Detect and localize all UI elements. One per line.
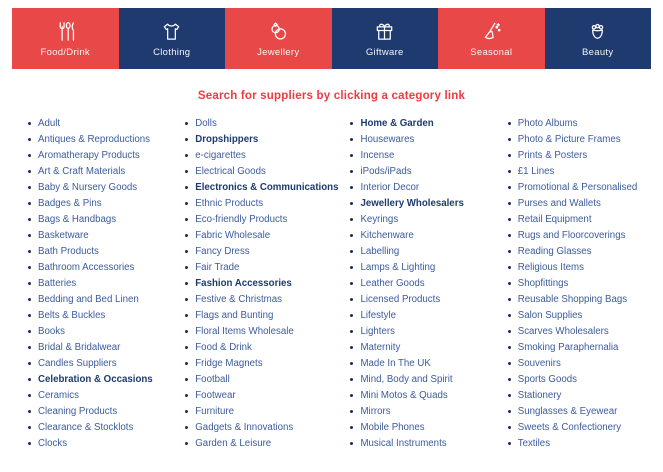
bullet-icon bbox=[508, 266, 511, 269]
category-link[interactable]: Bath Products bbox=[38, 245, 99, 257]
category-link[interactable]: Kitchenware bbox=[360, 229, 414, 241]
category-list-item bbox=[16, 339, 173, 355]
tab-label: Beauty bbox=[582, 46, 614, 58]
bullet-icon bbox=[185, 314, 188, 317]
category-link[interactable]: Incense bbox=[360, 149, 395, 161]
category-link[interactable]: Fair Trade bbox=[195, 261, 240, 273]
category-link[interactable]: Made In The UK bbox=[360, 357, 431, 369]
category-link[interactable]: Fabric Wholesale bbox=[195, 229, 271, 241]
cutlery-icon bbox=[54, 20, 77, 44]
category-column-3 bbox=[338, 115, 495, 451]
rings-icon bbox=[267, 20, 290, 44]
bullet-icon bbox=[185, 170, 188, 173]
tab-jewellery[interactable] bbox=[225, 8, 332, 69]
bullet-icon bbox=[508, 314, 511, 317]
category-link[interactable]: Musical Instruments bbox=[360, 437, 447, 449]
category-list-item bbox=[173, 259, 338, 275]
category-link[interactable]: Festive & Christmas bbox=[195, 293, 282, 305]
bullet-icon bbox=[350, 330, 353, 333]
category-list-item bbox=[173, 131, 338, 147]
category-list-item bbox=[16, 371, 173, 387]
category-list-item bbox=[16, 115, 173, 131]
tab-seasonal[interactable] bbox=[438, 8, 545, 69]
category-list-item bbox=[173, 179, 338, 195]
category-link[interactable]: Reusable Shopping Bags bbox=[517, 293, 628, 305]
bullet-icon bbox=[185, 218, 188, 221]
category-list-item bbox=[496, 227, 653, 243]
category-link[interactable]: Housewares bbox=[360, 133, 415, 145]
category-link[interactable]: Mini Motos & Quads bbox=[360, 389, 448, 401]
bullet-icon bbox=[185, 346, 188, 349]
bullet-icon bbox=[508, 154, 511, 157]
bullet-icon bbox=[185, 234, 188, 237]
category-list-item bbox=[173, 403, 338, 419]
tab-label: Seasonal bbox=[470, 46, 513, 58]
category-link[interactable]: Cleaning Products bbox=[38, 405, 118, 417]
category-list-item bbox=[338, 163, 495, 179]
category-link[interactable]: Sunglasses & Eyewear bbox=[517, 405, 618, 417]
tshirt-icon bbox=[160, 20, 183, 44]
bullet-icon bbox=[508, 426, 511, 429]
category-list-item bbox=[496, 307, 653, 323]
category-link[interactable]: Maternity bbox=[360, 341, 401, 353]
category-list-item bbox=[16, 419, 173, 435]
category-link[interactable]: Licensed Products bbox=[360, 293, 441, 305]
category-list-item bbox=[338, 355, 495, 371]
category-list-item bbox=[16, 435, 173, 451]
bullet-icon bbox=[508, 122, 511, 125]
category-list-item bbox=[496, 147, 653, 163]
category-link[interactable]: Lamps & Lighting bbox=[360, 261, 436, 273]
category-list-item bbox=[496, 339, 653, 355]
category-link[interactable]: e-cigarettes bbox=[195, 149, 246, 161]
category-link[interactable]: Purses and Wallets bbox=[517, 197, 601, 209]
category-list-item bbox=[173, 163, 338, 179]
category-link[interactable]: Antiques & Reproductions bbox=[38, 133, 151, 145]
category-link[interactable]: Bridal & Bridalwear bbox=[38, 341, 121, 353]
category-link[interactable]: Retail Equipment bbox=[517, 213, 592, 225]
category-list-item bbox=[496, 387, 653, 403]
category-list-item bbox=[16, 147, 173, 163]
bullet-icon bbox=[350, 250, 353, 253]
category-link[interactable]: Garden & Leisure bbox=[195, 437, 272, 449]
category-list-item bbox=[173, 275, 338, 291]
category-list-item bbox=[16, 259, 173, 275]
category-list-item bbox=[16, 195, 173, 211]
category-link[interactable]: Fashion Accessories bbox=[195, 277, 292, 289]
category-list-item bbox=[173, 243, 338, 259]
category-link[interactable]: Aromatherapy Products bbox=[38, 149, 140, 161]
bullet-icon bbox=[28, 218, 31, 221]
bullet-icon bbox=[185, 330, 188, 333]
category-list-item bbox=[338, 211, 495, 227]
category-link[interactable]: Promotional & Personalised bbox=[517, 181, 638, 193]
category-link[interactable]: Lighters bbox=[360, 325, 395, 337]
broom-sparkles-icon bbox=[480, 20, 503, 44]
tab-label: Jewellery bbox=[257, 46, 300, 58]
category-list-item bbox=[338, 195, 495, 211]
category-list-item bbox=[496, 355, 653, 371]
bullet-icon bbox=[28, 378, 31, 381]
bullet-icon bbox=[28, 138, 31, 141]
category-list-item bbox=[496, 403, 653, 419]
category-list-item bbox=[338, 371, 495, 387]
category-link[interactable]: Bedding and Bed Linen bbox=[38, 293, 139, 305]
category-list-item bbox=[338, 243, 495, 259]
category-list-item bbox=[16, 275, 173, 291]
category-list-item bbox=[16, 211, 173, 227]
category-list-item bbox=[338, 435, 495, 451]
bullet-icon bbox=[185, 122, 188, 125]
tab-label: Food/Drink bbox=[40, 46, 90, 58]
category-link[interactable]: Mobile Phones bbox=[360, 421, 425, 433]
category-link[interactable]: £1 Lines bbox=[517, 165, 555, 177]
category-link[interactable]: Sweets & Confectionery bbox=[517, 421, 622, 433]
category-link[interactable]: Adult bbox=[38, 117, 61, 129]
category-link[interactable]: Stationery bbox=[517, 389, 562, 401]
tab-clothing[interactable] bbox=[119, 8, 226, 69]
category-list-item bbox=[173, 339, 338, 355]
category-link[interactable]: Dolls bbox=[195, 117, 217, 129]
bullet-icon bbox=[350, 362, 353, 365]
category-link[interactable]: Leather Goods bbox=[360, 277, 425, 289]
bullet-icon bbox=[350, 282, 353, 285]
bullet-icon bbox=[350, 186, 353, 189]
bullet-icon bbox=[350, 298, 353, 301]
bullet-icon bbox=[350, 234, 353, 237]
bullet-icon bbox=[508, 378, 511, 381]
category-column-4 bbox=[496, 115, 653, 451]
category-link[interactable]: Textiles bbox=[517, 437, 551, 449]
bullet-icon bbox=[508, 442, 511, 445]
bullet-icon bbox=[28, 266, 31, 269]
bullet-icon bbox=[185, 266, 188, 269]
category-link[interactable]: Lifestyle bbox=[360, 309, 397, 321]
category-link[interactable]: Baby & Nursery Goods bbox=[38, 181, 138, 193]
bullet-icon bbox=[28, 250, 31, 253]
bullet-icon bbox=[28, 202, 31, 205]
bullet-icon bbox=[28, 186, 31, 189]
bullet-icon bbox=[28, 330, 31, 333]
category-link[interactable]: Footwear bbox=[195, 389, 236, 401]
bullet-icon bbox=[28, 234, 31, 237]
category-list-item bbox=[496, 371, 653, 387]
category-link[interactable]: Art & Craft Materials bbox=[38, 165, 126, 177]
category-list-item bbox=[16, 227, 173, 243]
category-link[interactable]: Smoking Paraphernalia bbox=[517, 341, 619, 353]
category-link[interactable]: Belts & Buckles bbox=[38, 309, 106, 321]
category-link[interactable]: Mirrors bbox=[360, 405, 391, 417]
bullet-icon bbox=[28, 442, 31, 445]
category-link[interactable]: Salon Supplies bbox=[517, 309, 583, 321]
tab-giftware[interactable] bbox=[332, 8, 439, 69]
category-list-item bbox=[338, 115, 495, 131]
category-link[interactable]: Dropshippers bbox=[195, 133, 259, 145]
bullet-icon bbox=[508, 186, 511, 189]
category-list-item bbox=[496, 291, 653, 307]
bullet-icon bbox=[350, 394, 353, 397]
category-list-item bbox=[496, 243, 653, 259]
category-link[interactable]: Books bbox=[38, 325, 65, 337]
category-link[interactable]: Badges & Pins bbox=[38, 197, 102, 209]
bullet-icon bbox=[185, 202, 188, 205]
category-list-item bbox=[173, 307, 338, 323]
category-link[interactable]: Clearance & Stocklots bbox=[38, 421, 134, 433]
bullet-icon bbox=[508, 282, 511, 285]
category-list-item bbox=[496, 115, 653, 131]
category-link[interactable]: Home & Garden bbox=[360, 117, 434, 129]
category-list-item bbox=[338, 179, 495, 195]
category-link[interactable]: Photo & Picture Frames bbox=[517, 133, 621, 145]
bullet-icon bbox=[508, 330, 511, 333]
category-link[interactable]: Scarves Wholesalers bbox=[517, 325, 609, 337]
category-link[interactable]: Floral Items Wholesale bbox=[195, 325, 294, 337]
category-list-item bbox=[338, 227, 495, 243]
bullet-icon bbox=[508, 202, 511, 205]
category-list-item bbox=[496, 211, 653, 227]
category-link[interactable]: Furniture bbox=[195, 405, 235, 417]
bullet-icon bbox=[185, 362, 188, 365]
category-list-item bbox=[173, 355, 338, 371]
category-link[interactable]: Souvenirs bbox=[517, 357, 561, 369]
category-list-item bbox=[16, 387, 173, 403]
category-link[interactable]: Shopfittings bbox=[517, 277, 569, 289]
category-link[interactable]: Fridge Magnets bbox=[195, 357, 263, 369]
bullet-icon bbox=[185, 394, 188, 397]
category-list-item bbox=[173, 435, 338, 451]
category-list-item bbox=[16, 323, 173, 339]
hair-curlers-icon bbox=[586, 20, 609, 44]
category-list-item bbox=[338, 291, 495, 307]
category-link-columns bbox=[0, 102, 663, 451]
category-list-item bbox=[16, 403, 173, 419]
bullet-icon bbox=[28, 410, 31, 413]
bullet-icon bbox=[350, 426, 353, 429]
bullet-icon bbox=[185, 442, 188, 445]
tab-beauty[interactable] bbox=[545, 8, 652, 69]
category-link[interactable]: Religious Items bbox=[517, 261, 584, 273]
bullet-icon bbox=[350, 314, 353, 317]
category-list-item bbox=[173, 147, 338, 163]
category-list-item bbox=[16, 179, 173, 195]
bullet-icon bbox=[28, 154, 31, 157]
bullet-icon bbox=[508, 394, 511, 397]
category-list-item bbox=[496, 275, 653, 291]
bullet-icon bbox=[508, 170, 511, 173]
category-list-item bbox=[173, 419, 338, 435]
category-list-item bbox=[16, 355, 173, 371]
bullet-icon bbox=[350, 346, 353, 349]
category-list-item bbox=[338, 323, 495, 339]
category-list-item bbox=[338, 147, 495, 163]
bullet-icon bbox=[350, 218, 353, 221]
category-tab-bar bbox=[12, 8, 651, 69]
category-link[interactable]: Celebration & Occasions bbox=[38, 373, 153, 385]
bullet-icon bbox=[350, 154, 353, 157]
bullet-icon bbox=[28, 282, 31, 285]
category-link[interactable]: Electrical Goods bbox=[195, 165, 266, 177]
category-link[interactable]: Bathroom Accessories bbox=[38, 261, 135, 273]
category-list-item bbox=[173, 291, 338, 307]
bullet-icon bbox=[185, 250, 188, 253]
category-link[interactable]: Labelling bbox=[360, 245, 400, 257]
category-link[interactable]: Gadgets & Innovations bbox=[195, 421, 294, 433]
category-list-item bbox=[173, 323, 338, 339]
category-list-item bbox=[496, 163, 653, 179]
category-list-item bbox=[338, 307, 495, 323]
bullet-icon bbox=[508, 218, 511, 221]
bullet-icon bbox=[508, 362, 511, 365]
category-list-item bbox=[338, 387, 495, 403]
bullet-icon bbox=[350, 410, 353, 413]
category-link[interactable]: Prints & Posters bbox=[517, 149, 588, 161]
bullet-icon bbox=[350, 266, 353, 269]
category-list-item bbox=[338, 275, 495, 291]
bullet-icon bbox=[28, 314, 31, 317]
bullet-icon bbox=[508, 138, 511, 141]
bullet-icon bbox=[28, 362, 31, 365]
page-title: Search for suppliers by clicking a category link bbox=[197, 90, 466, 102]
category-list-item bbox=[496, 179, 653, 195]
category-list-item bbox=[173, 227, 338, 243]
bullet-icon bbox=[350, 202, 353, 205]
category-list-item bbox=[16, 307, 173, 323]
bullet-icon bbox=[28, 394, 31, 397]
bullet-icon bbox=[185, 426, 188, 429]
category-link[interactable]: Bags & Handbags bbox=[38, 213, 117, 225]
category-link[interactable]: Jewellery Wholesalers bbox=[360, 197, 464, 209]
category-link[interactable]: Sports Goods bbox=[517, 373, 577, 385]
category-list-item bbox=[16, 163, 173, 179]
category-link[interactable]: Interior Decor bbox=[360, 181, 420, 193]
category-link[interactable]: Flags and Bunting bbox=[195, 309, 274, 321]
bullet-icon bbox=[28, 122, 31, 125]
category-link[interactable]: Football bbox=[195, 373, 230, 385]
category-link[interactable]: Candles Suppliers bbox=[38, 357, 117, 369]
bullet-icon bbox=[185, 410, 188, 413]
supplier-category-page bbox=[0, 8, 663, 451]
bullet-icon bbox=[185, 138, 188, 141]
tab-label: Giftware bbox=[365, 46, 404, 58]
category-link[interactable]: Food & Drink bbox=[195, 341, 252, 353]
bullet-icon bbox=[185, 298, 188, 301]
category-list-item bbox=[173, 371, 338, 387]
category-link[interactable]: Reading Glasses bbox=[517, 245, 592, 257]
category-list-item bbox=[496, 195, 653, 211]
category-link[interactable]: Fancy Dress bbox=[195, 245, 250, 257]
category-list-item bbox=[338, 403, 495, 419]
category-list-item bbox=[173, 115, 338, 131]
category-list-item bbox=[338, 259, 495, 275]
bullet-icon bbox=[508, 234, 511, 237]
category-list-item bbox=[496, 131, 653, 147]
bullet-icon bbox=[508, 346, 511, 349]
category-link[interactable]: Ethnic Products bbox=[195, 197, 264, 209]
bullet-icon bbox=[350, 170, 353, 173]
bullet-icon bbox=[350, 442, 353, 445]
category-list-item bbox=[173, 195, 338, 211]
category-link[interactable]: Keyrings bbox=[360, 213, 399, 225]
category-list-item bbox=[16, 243, 173, 259]
bullet-icon bbox=[508, 410, 511, 413]
category-list-item bbox=[338, 131, 495, 147]
bullet-icon bbox=[28, 298, 31, 301]
category-link[interactable]: Clocks bbox=[38, 437, 68, 449]
category-list-item bbox=[496, 259, 653, 275]
category-link[interactable]: Batteries bbox=[38, 277, 77, 289]
bullet-icon bbox=[28, 346, 31, 349]
bullet-icon bbox=[350, 378, 353, 381]
category-list-item bbox=[338, 339, 495, 355]
category-list-item bbox=[16, 291, 173, 307]
tab-food-drink[interactable] bbox=[12, 8, 119, 69]
category-link[interactable]: Basketware bbox=[38, 229, 89, 241]
category-column-1 bbox=[16, 115, 173, 451]
category-column-2 bbox=[173, 115, 338, 451]
category-link[interactable]: Rugs and Floorcoverings bbox=[517, 229, 626, 241]
bullet-icon bbox=[185, 378, 188, 381]
category-link[interactable]: iPods/iPads bbox=[360, 165, 412, 177]
bullet-icon bbox=[508, 298, 511, 301]
bullet-icon bbox=[28, 170, 31, 173]
category-link[interactable]: Electronics & Communications bbox=[195, 181, 339, 193]
category-link[interactable]: Mind, Body and Spirit bbox=[360, 373, 453, 385]
category-list-item bbox=[496, 435, 653, 451]
category-list-item bbox=[496, 323, 653, 339]
bullet-icon bbox=[185, 154, 188, 157]
category-list-item bbox=[496, 419, 653, 435]
category-list-item bbox=[338, 419, 495, 435]
category-list-item bbox=[173, 211, 338, 227]
category-list-item bbox=[16, 131, 173, 147]
bullet-icon bbox=[185, 186, 188, 189]
bullet-icon bbox=[350, 122, 353, 125]
category-list-item bbox=[173, 387, 338, 403]
category-link[interactable]: Photo Albums bbox=[517, 117, 578, 129]
bullet-icon bbox=[350, 138, 353, 141]
tab-label: Clothing bbox=[153, 46, 191, 58]
category-link[interactable]: Ceramics bbox=[38, 389, 79, 401]
bullet-icon bbox=[28, 426, 31, 429]
bullet-icon bbox=[185, 282, 188, 285]
category-link[interactable]: Eco-friendly Products bbox=[195, 213, 288, 225]
gift-icon bbox=[373, 20, 396, 44]
bullet-icon bbox=[508, 250, 511, 253]
